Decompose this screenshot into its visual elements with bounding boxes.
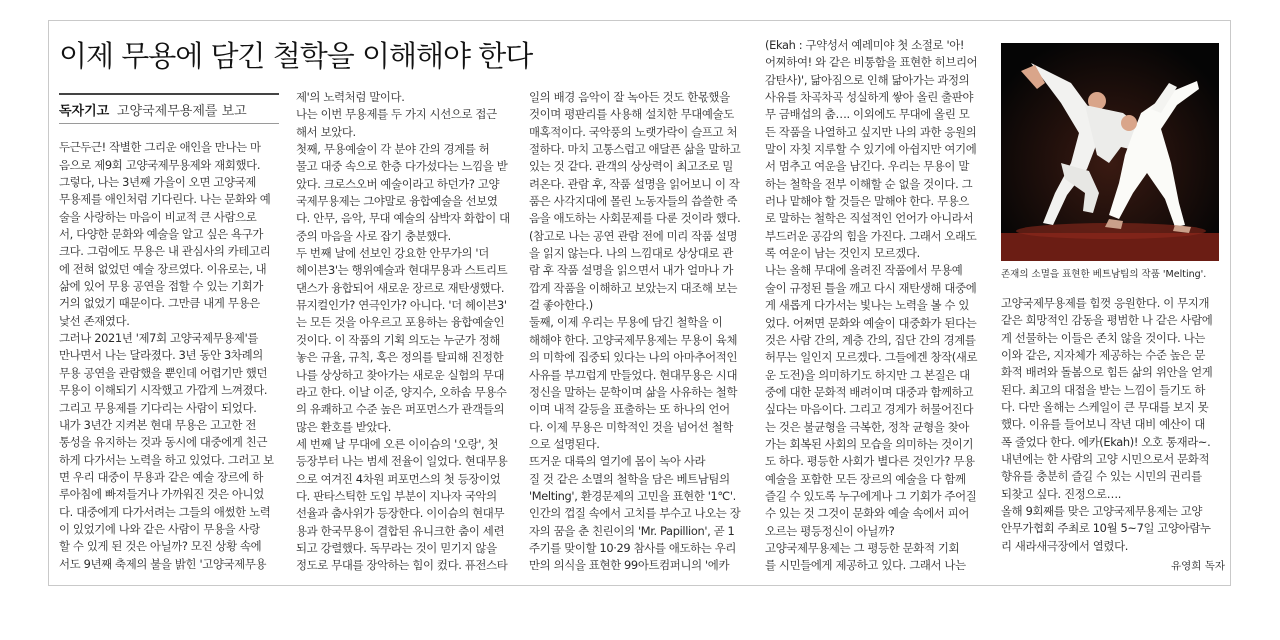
text-line: 도 하다. 평등한 사회가 별다른 것인가? 무용 [765,454,975,469]
photo-caption: 존재의 소멸을 표현한 베트남팀의 작품 'Melting'. [1001,269,1207,280]
text-line: 다. 다만 올해는 스케일이 큰 무대를 보지 못 [1001,400,1209,415]
text-line: 면 우리 대중이 무용과 같은 예술 장르에 하 [59,469,264,484]
text-line: 안무가협회 주최로 10월 5~7일 고양아람누 [1001,521,1211,536]
text-line: 것은 사람 간의, 계층 간의, 집단 간의 경계를 [765,332,976,347]
text-line: 놓은 규율, 규칙, 혹은 정의를 탈피해 진정한 [296,350,504,365]
text-line: 삶에 있어 무용 공연을 접할 수 있는 기회가 [59,279,264,294]
text-line: 고양국제무용제를 힘껏 응원한다. 이 무지개 [1001,296,1210,310]
text-line: 라고 한다. 이날 이준, 양지수, 오하솜 무용수 [296,384,507,399]
text-line: 운 도전)을 의미하기도 하지만 그 본질은 대 [765,367,970,382]
text-line: 게 새롭게 다가서는 빛나는 노력을 볼 수 있 [765,298,970,313]
text-line: 첫째, 무용예술이 각 분야 간의 경계를 허 [296,142,490,157]
text-line: 두근두근! 작별한 그리운 애인을 만나는 마 [59,140,261,155]
text-line: 서 멈추고 여운을 남긴다. 우리는 무용이 말 [765,159,970,174]
text-line: 예술을 포함한 모든 장르의 예술을 다 함께 [765,471,966,486]
text-line: 인간의 껍질 속에서 고치를 부수고 나오는 장 [529,506,741,521]
text-line: 해서 보았다. [296,124,356,139]
text-line: 낯선 존재였다. [59,313,130,328]
text-line: 세 번째 날 무대에 오른 이이슴의 '오랑', 첫 [296,436,499,451]
text-line: 자의 꿈을 춘 친린이의 'Mr. Papillion', 곧 1 [529,523,735,538]
text-line: 으로 설명된다. [529,436,600,451]
text-line: 많은 환호를 받았다. [296,419,392,434]
text-line: 무 금배섭의 춤…. 이외에도 무대에 올린 모 [765,107,970,122]
text-line: 나를 상상하고 찾아가는 새로운 실험의 무대 [296,367,505,382]
text-line: 이며 내적 갈등을 표출하는 또 하나의 언어 [529,402,730,417]
column-5 [1001,295,1223,555]
text-line: 러나 맡해야 할 것들은 말해야 한다. 무용으 [765,194,970,209]
text-line: 허무는 일인지 모르겠다. 그들에겐 창작(새로 [765,350,978,365]
text-line: 뜨거운 대륙의 열기에 몸이 녹아 사라 [529,454,706,469]
text-line: 어찌하여! 와 같은 비통함을 표현한 히브리어 [765,55,978,70]
text-line: 을 읽지 않는다. 나의 느낌대로 상상대로 관 [529,246,734,261]
text-line: 루아침에 빠져들거나 가까워진 것은 아니었 [59,487,264,502]
column-1 [59,122,281,573]
text-line: 에 전혀 없었던 예술 장르였다. 이유로는, 내 [59,261,267,276]
text-line: 를 시민들에게 제공하고 있다. 그래서 나는 [765,558,966,573]
column-4 [765,37,987,575]
text-line: 록 여운이 남는 것인지 모르겠다. [765,246,920,261]
text-line: 정신을 말하는 문학이며 삶을 사유하는 철학 [529,384,738,399]
text-line: 사유를 차곡차곡 성실하게 쌓아 올린 출판야 [765,90,974,105]
text-line: 'Melting', 환경문제의 고민을 표현한 '1℃'. [529,488,736,503]
subtitle-box [59,93,279,124]
text-line: 되찾고 싶다. 진정으로…. [1001,486,1122,501]
text-line: 로 말하는 철학은 직설적인 언어가 아니라서 [765,211,974,226]
text-line: 내년에는 한 사람의 고양 시민으로서 문화적 [1001,452,1210,467]
text-line: 나는 올해 무대에 올려진 작품에서 무용예 [765,263,963,278]
text-line: 즐길 수 있도록 누구에게나 그 기회가 주어질 [765,488,977,503]
article-frame [48,20,1231,586]
dance-photo [1001,43,1219,261]
text-line: (참고로 나는 공연 관람 전에 미리 작품 설명 [529,228,738,243]
text-line: 거의 없었기 때문이다. 그만큼 내게 무용은 [59,296,260,311]
text-line: 다. 안무, 음악, 무대 예술의 삼박자 화합이 대 [296,211,510,226]
text-line: 용과 한국무용이 결합된 유니크한 춤이 세련 [296,523,505,538]
author-byline: 유영희 독자 [1171,560,1226,572]
text-line: 있는 것 같다. 관객의 상상력이 최고조로 밀 [529,159,734,174]
text-line: 음으로 제9회 고양국제무용제와 재회했다. [59,157,261,172]
text-line: 의 미학에 집중되 있다는 나의 아마추어적인 [529,350,738,365]
text-line: 음을 애도하는 사회문제를 다룬 것이라 했다. [529,211,741,226]
text-line: 정도로 무대를 장악하는 힘이 컸다. 퓨전스타 [296,558,508,573]
text-line: 의 유쾌하고 수준 높은 퍼포먼스가 관객들의 [296,402,505,417]
text-line: 는 것은 불균형을 극복한, 정착 균형을 찾아 [765,419,970,434]
text-line: 절하다. 마치 고통스럽고 애달픈 삶을 말하고 [529,142,741,157]
text-line: 술을 사랑하는 마음이 비교적 큰 사람으로 [59,209,257,224]
text-line: 질 것 같은 소멸의 철학을 담은 베트남팀의 [529,471,730,486]
text-line: 수 있는 것 그것이 문화와 예술 속에서 피어 [765,506,970,521]
article-headline: 이제 무용에 담긴 철학을 이해해야 한다 [59,39,533,73]
text-line [59,122,281,139]
kicker-label: 독자기고 [59,104,110,119]
text-line: 무용제를 애인처럼 기다린다. 나는 문화와 예 [59,192,271,207]
text-line: 싶다는 마음이다. 그리고 경계가 허물어진다 [765,402,974,417]
text-line: 무용이 이해되기 시작했고 가깝게 느껴졌다. [59,383,268,398]
text-line: 무용 공연을 관람했을 뿐인데 어렵기만 했던 [59,365,268,380]
column-2 [296,89,518,575]
text-line: 부드러운 공감의 힘을 가진다. 그래서 오래도 [765,228,977,243]
text-line: 둘째, 이제 우리는 무용에 담긴 철학을 이 [529,315,723,330]
text-line: 물고 대중 속으로 한층 다가섰다는 느낌을 받 [296,159,508,174]
text-line: 제'의 노력처럼 말이다. [296,90,405,104]
text-line: 게 선물하는 이들은 존치 않을 것이다. 나는 [1001,330,1206,345]
text-line: 주기를 맞이할 10·29 참사를 애도하는 우리 [529,540,737,555]
text-line: 만의 의식을 표현한 99아트컴퍼니의 '에카 [529,558,730,573]
text-line: 가는 회복된 사회의 모습을 의미하는 것이기 [765,436,974,451]
text-line: 걸 좋아한다.) [529,298,593,313]
text-line: 감탄사)', 닮아짐으로 인해 닮아가는 과정의 [765,72,970,87]
text-line: 일의 배경 음악이 잘 녹아든 것도 한몫했을 [529,90,730,104]
text-line: 고양국제무용제는 그 평등한 문화적 기회 [765,540,960,555]
text-line: 품은 사각지대에 몰린 노동자들의 씁쓸한 죽 [529,194,738,209]
text-line: 통성을 유지하는 것과 동시에 대중에게 친근 [59,435,268,450]
text-line: 하는 철학을 전부 이해할 순 없을 것이다. 그 [765,176,973,191]
text-line: (Ekah : 구약성서 예레미야 첫 소절로 '아! [765,38,965,52]
text-line: 깝게 작품을 이해하고 보았는지 대조해 보는 [529,280,738,295]
text-line: 하게 다가서는 노력을 하고 있었다. 그러고 보 [59,452,274,467]
text-line: 는 모든 것을 아우르고 포용하는 융합예술인 [296,315,505,330]
text-line: 중에 대한 문화적 배려이며 대중과 함께하고 [765,384,974,399]
text-line: 오르는 평등정신이 아닐까? [765,523,895,538]
previous-article-strip [0,0,1280,8]
text-line: 그러나 2021년 '제7회 고양국제무용제'를 [59,331,259,346]
text-line: 화적 배려와 돌봄으로 힘든 삶의 위안을 얻게 [1001,365,1213,380]
text-line: 그렇다, 나는 3년째 가을이 오면 고양국제 [59,175,256,190]
text-line: 이 있었기에 나와 같은 사람이 무용을 사랑 [59,521,260,536]
text-line: 할 수 있게 된 것은 아닐까? 모진 상황 속에 [59,539,262,554]
text-line: 술이 규정된 틀을 깨고 다시 재탄생해 대중에 [765,280,977,295]
text-line: 말이 자칫 지루할 수 있기에 아쉽지만 여기에 [765,142,977,157]
text-line: 사유를 부끄럽게 만들었다. 현대무용은 시대 [529,367,738,382]
text-line: 되고 강렬했다. 독무라는 것이 믿기지 않을 [296,540,497,555]
text-line: 다. 판타스틱한 도입 부분이 지나자 국악의 [296,488,497,503]
text-line: 매혹적이다. 국악풍의 노랫가락이 슬프고 처 [529,124,738,139]
text-line: 이와 같은, 지자체가 제공하는 수준 높은 문 [1001,348,1206,363]
text-line: 국제무용제는 그야말로 융합예술을 선보였 [296,194,498,209]
text-line: 려온다. 관람 후, 작품 설명을 읽어보니 이 작 [529,176,740,191]
text-line: 으로 여겨진 4차원 퍼포먼스의 첫 등장이었 [296,471,501,486]
text-line: 서도 9년째 축제의 불을 밝힌 '고양국제무용 [59,556,267,571]
text-line: 다. 이제 무용은 미학적인 것을 넘어선 철학 [529,419,734,434]
text-line: 크다. 그럼에도 무용은 내 관심사의 카테고리 [59,244,271,259]
text-line: 된다. 최고의 대접을 받는 느낌이 들기도 하 [1001,382,1206,397]
text-line: 향유를 충분히 즐길 수 있는 시민의 권리를 [1001,469,1202,484]
text-line: 다. 대중에게 다가서려는 그들의 애썼한 노력 [59,504,271,519]
text-line: 폭 줄었다 한다. 에카(Ekah)! 오호 통재라~. [1001,434,1211,449]
text-line: 람 후 작품 설명을 읽으면서 내가 얼마나 가 [529,263,734,278]
text-line: 중의 마음을 사로 잡기 충분했다. [296,228,451,243]
text-line: 했다. 이유를 들어보니 작년 대비 예산이 대 [1001,417,1206,432]
text-line: 든 작품을 나열하고 싶지만 나의 과한 응원의 [765,124,977,139]
text-line: 헤이븐3'는 행위예술과 현대무용과 스트리트 [296,263,508,278]
text-line: 리 새라새극장에서 열렸다. [1001,538,1128,553]
text-line: 서, 다양한 문화와 예술을 알고 싶은 욕구가 [59,227,264,242]
text-line: 뮤지컬인가? 연극인가? 아니다. '더 헤이븐3' [296,298,507,313]
text-line: 댄스가 융합되어 새로운 장르로 재탄생했다. [296,280,505,295]
text-line: 었다. 어쩌면 문화와 예술이 대중화가 된다는 [765,315,977,330]
text-line: 내가 3년간 지켜본 현대 무용은 고고한 전 [59,417,256,432]
text-line: 만나면서 나는 달라졌다. 3년 동안 3차례의 [59,348,263,363]
text-line: 그리고 무용제를 기다리는 사람이 되었다. [59,400,257,415]
text-line: 등장부터 나는 범세 전율이 일었다. 현대무용 [296,454,508,469]
text-line: 선율과 춤사위가 등장한다. 이이슴의 현대무 [296,506,505,521]
text-line: 해해야 한다. 고양국제무용제는 무용이 육체 [529,332,738,347]
text-line: 두 번째 날에 선보인 강요한 안무가의 '더 [296,246,489,261]
text-line: 올해 9회째를 맞은 고양국제무용제는 고양 [1001,504,1203,519]
dancers-image [1001,43,1219,261]
text-line: 았다. 크로스오버 예술이라고 하던가? 고양 [296,176,500,191]
column-3 [529,89,751,575]
article-subtitle: 고양국제무용제를 보고 [117,104,247,119]
text-line: 나는 이번 무용제를 두 가지 시선으로 접근 [296,107,497,122]
text-line: 같은 희망적인 감동을 평범한 나 같은 사람에 [1001,313,1213,328]
text-line: 것이며 평판리를 사용해 설치한 무대예술도 [529,107,734,122]
text-line: 것이다. 이 작품의 기획 의도는 누군가 정해 [296,332,501,347]
